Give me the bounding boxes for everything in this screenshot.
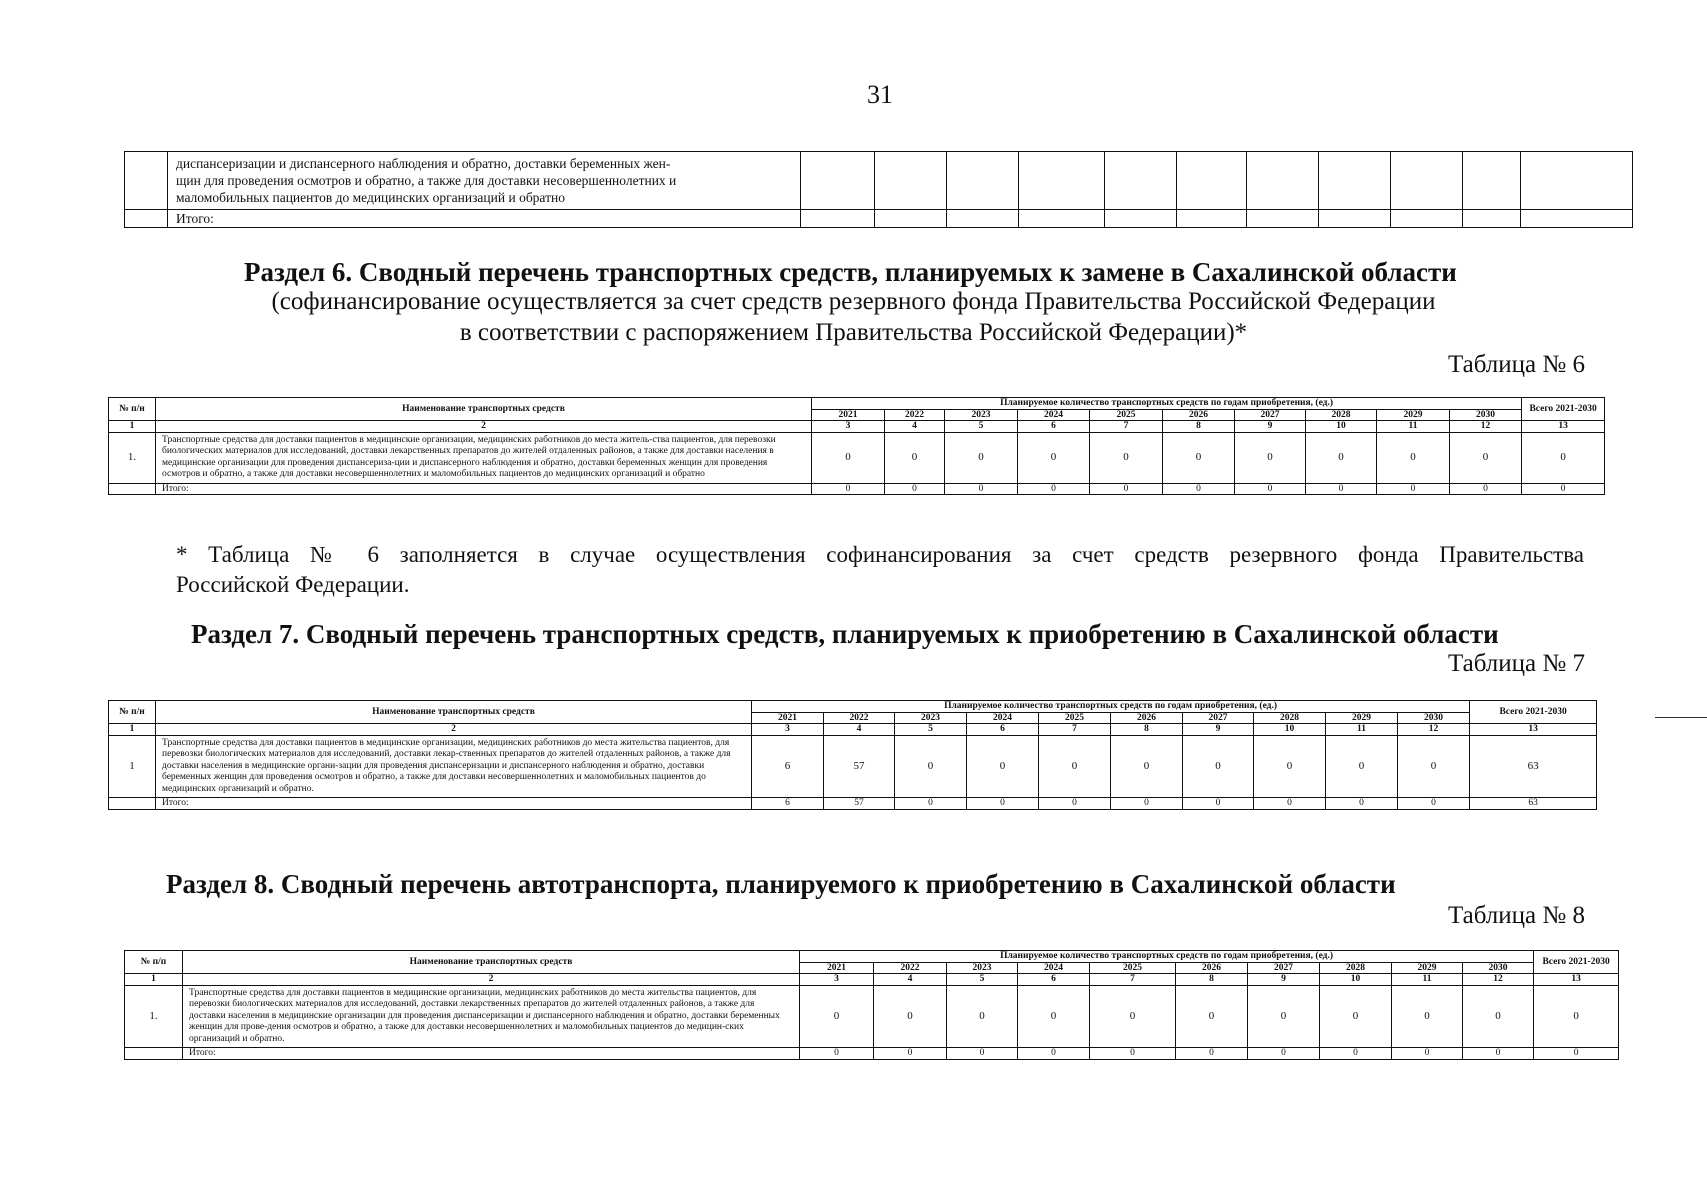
value-cell: 57: [824, 735, 895, 798]
value-cell: 0: [1111, 735, 1183, 798]
total-cell: 0: [1254, 798, 1326, 810]
value-cell: 0: [947, 985, 1018, 1048]
col-num-header: № п/н: [109, 398, 156, 421]
year-header: 2024: [967, 712, 1039, 724]
col-planned-header: Планируемое количество транспортных средств по годам приобретения, (ед.): [812, 398, 1522, 410]
total-label: Итого:: [156, 798, 752, 810]
year-header: 2029: [1392, 962, 1463, 974]
col-number: 7: [1039, 724, 1111, 736]
total-cell: 0: [1248, 1048, 1320, 1060]
col-number: 10: [1320, 974, 1392, 986]
row-number: 1.: [125, 985, 183, 1048]
col-number: 5: [945, 421, 1018, 433]
col-total-header: Всего 2021-2030: [1522, 398, 1605, 421]
total-cell: 0: [1463, 1048, 1534, 1060]
value-cell: 0: [1163, 432, 1235, 483]
total-cell: 0: [800, 1048, 874, 1060]
year-header: 2024: [1018, 409, 1090, 421]
col-number: 9: [1183, 724, 1254, 736]
total-cell: 0: [812, 483, 885, 495]
year-header: 2027: [1248, 962, 1320, 974]
total-cell: 0: [1183, 798, 1254, 810]
total-cell: 0: [885, 483, 945, 495]
table8-label: Таблица № 8: [1447, 902, 1585, 929]
total-cell: 0: [1018, 1048, 1090, 1060]
col-planned-header: Планируемое количество транспортных средств по годам приобретения, (ед.): [752, 701, 1470, 713]
table-row: [125, 985, 1619, 1048]
table-6: [108, 397, 1605, 495]
total-cell: 0: [1522, 483, 1605, 495]
total-cell: 0: [1450, 483, 1522, 495]
value-cell: 0: [1039, 735, 1111, 798]
total-label: Итого:: [183, 1048, 800, 1060]
footnote-line-2: Российской Федерации.: [176, 572, 410, 597]
value-cell: 0: [1183, 735, 1254, 798]
table-row: [109, 735, 1597, 798]
table6-label: Таблица № 6: [1447, 351, 1585, 378]
col-number: 5: [947, 974, 1018, 986]
total-cell: 0: [1163, 483, 1235, 495]
col-number: 2: [156, 724, 752, 736]
col-number: 2: [183, 974, 800, 986]
col-number: 3: [812, 421, 885, 433]
total-cell: 0: [1377, 483, 1450, 495]
col-number: 2: [156, 421, 812, 433]
year-header: 2028: [1306, 409, 1377, 421]
col-number: 7: [1090, 421, 1163, 433]
total-cell: 0: [1111, 798, 1183, 810]
col-number: 13: [1522, 421, 1605, 433]
col-number: 3: [800, 974, 874, 986]
year-header: 2029: [1377, 409, 1450, 421]
table-row: [125, 152, 1633, 210]
value-cell: 0: [1463, 985, 1534, 1048]
year-header: 2022: [824, 712, 895, 724]
col-number: 1: [109, 724, 156, 736]
desc-line: диспансеризации и диспансерного наблюдения и обратно, доставки беременных жен-: [176, 156, 671, 171]
total-cell: 0: [1176, 1048, 1248, 1060]
value-cell: 0: [1254, 735, 1326, 798]
year-header: 2025: [1090, 409, 1163, 421]
value-cell: 0: [1450, 432, 1522, 483]
total-cell: 0: [1306, 483, 1377, 495]
col-number: 1: [125, 974, 183, 986]
total-cell: 6: [752, 798, 824, 810]
value-cell: 6: [752, 735, 824, 798]
year-header: 2023: [895, 712, 967, 724]
total-cell: 57: [824, 798, 895, 810]
col-name-header: Наименование транспортных средств: [156, 398, 812, 421]
table7-label: Таблица № 7: [1447, 650, 1585, 677]
col-number: 12: [1450, 421, 1522, 433]
col-number: 9: [1248, 974, 1320, 986]
total-cell: 0: [945, 483, 1018, 495]
column-number-row: [125, 974, 1619, 986]
value-cell: 0: [1090, 985, 1176, 1048]
total-cell: 0: [1392, 1048, 1463, 1060]
value-cell: 0: [1018, 432, 1090, 483]
total-cell: 0: [947, 1048, 1018, 1060]
col-total-header: Всего 2021-2030: [1534, 951, 1619, 974]
section6-subtitle-2: в соответствии с распоряжением Правительства Российской Федерации)*: [459, 319, 1248, 346]
table-header-row: [109, 398, 1605, 410]
section8-title: Раздел 8. Сводный перечень автотранспорта, планируемого к приобретению в Сахалинской области: [166, 869, 1396, 899]
year-header: 2025: [1090, 962, 1176, 974]
value-cell: 0: [945, 432, 1018, 483]
value-cell: 0: [1398, 735, 1470, 798]
year-header: 2030: [1463, 962, 1534, 974]
year-header: 2030: [1450, 409, 1522, 421]
value-cell: 0: [967, 735, 1039, 798]
year-header: 2024: [1018, 962, 1090, 974]
year-header: 2026: [1163, 409, 1235, 421]
total-cell: 0: [1018, 483, 1090, 495]
section7-title: Раздел 7. Сводный перечень транспортных средств, планируемых к приобретению в Сахалинской области: [191, 619, 1499, 649]
total-cell: 0: [967, 798, 1039, 810]
value-cell: 0: [1176, 985, 1248, 1048]
vehicle-name: Транспортные средства для доставки пациентов в медицинские организации, медицинских работников до места жительства пациентов, для перевозки биологических материалов для исследований, доставки лекар-ственных препаратов до жителей отдаленных районов, а также для доставки населения в медицинские органи-зации для проведения диспансеризации и диспансерного наблюдения и обратно, доставки беременных женщин для проведения осмотров и обратно, а также для доставки несовершеннолетних и маломобильных пациентов до медицинских организаций и обратно.: [156, 735, 752, 798]
value-cell: 0: [1534, 985, 1619, 1048]
total-cell: 63: [1470, 798, 1597, 810]
col-number: 6: [1018, 974, 1090, 986]
vehicle-name: Транспортные средства для доставки пациентов в медицинские организации, медицинских работников до места жительства пациентов, для перевозки биологических материалов для исследований, доставки лекарственных препаратов до жителей отдаленных районов, а также для доставки населения в медицинские организации для проведения диспансеризации и диспансерного наблюдения и обратно, доставки беременных женщин для прове-дения осмотров и обратно, а также для доставки несовершеннолетних и маломобильных пациентов до медицин-ских организаций и обратно.: [183, 985, 800, 1048]
total-cell: 0: [874, 1048, 947, 1060]
col-number: 6: [967, 724, 1039, 736]
total-cell: 0: [1235, 483, 1306, 495]
total-cell: 0: [895, 798, 967, 810]
value-cell: 0: [1090, 432, 1163, 483]
value-cell: 0: [800, 985, 874, 1048]
desc-line: щин для проведения осмотров и обратно, а также для доставки несовершеннолетних и: [176, 173, 677, 188]
col-number: 1: [109, 421, 156, 433]
footnote-line-1: * Таблица № 6 заполняется в случае осуществления софинансирования за счет средств резервного фонда Правительства: [176, 542, 1584, 567]
table-row: [109, 432, 1605, 483]
section6-subtitle-1: (софинансирование осуществляется за счет средств резервного фонда Правительства Российской Федерации: [271, 288, 1436, 315]
divider: [1655, 717, 1707, 718]
year-header: 2029: [1326, 712, 1398, 724]
year-header: 2022: [874, 962, 947, 974]
year-header: 2027: [1183, 712, 1254, 724]
col-number: 8: [1163, 421, 1235, 433]
col-number: 11: [1326, 724, 1398, 736]
col-number: 12: [1463, 974, 1534, 986]
desc-line: маломобильных пациентов до медицинских организаций и обратно: [176, 190, 565, 205]
value-cell: 0: [885, 432, 945, 483]
year-header: 2021: [800, 962, 874, 974]
col-number: 13: [1534, 974, 1619, 986]
year-header: 2026: [1176, 962, 1248, 974]
col-num-header: № п/н: [109, 701, 156, 724]
year-header: 2028: [1320, 962, 1392, 974]
value-cell: 0: [1377, 432, 1450, 483]
total-row: [125, 1048, 1619, 1060]
year-header: 2025: [1039, 712, 1111, 724]
year-header: 2028: [1254, 712, 1326, 724]
row-number: 1.: [109, 432, 156, 483]
year-header: 2030: [1398, 712, 1470, 724]
continuation-table: [124, 151, 1633, 228]
year-header: 2023: [947, 962, 1018, 974]
value-cell: 63: [1470, 735, 1597, 798]
vehicle-name: Транспортные средства для доставки пациентов в медицинские организации, медицинских работников до места житель-ства пациентов, для перевозки биологических материалов для исследований, доставки лекарственных препаратов до жителей отдаленных районов, а также для доставки населения в медицинские организации для проведения диспансериза-ции и диспансерного наблюдения и обратно, доставки беременных женщин для проведения осмотров и обратно, а также для доставки несовершеннолетних и маломобильных пациентов до медицинских организаций и обратно: [156, 432, 812, 483]
col-number: 4: [824, 724, 895, 736]
year-header: 2021: [812, 409, 885, 421]
value-cell: 0: [1018, 985, 1090, 1048]
total-cell: 0: [1326, 798, 1398, 810]
col-number: 12: [1398, 724, 1470, 736]
col-number: 10: [1306, 421, 1377, 433]
col-number: 5: [895, 724, 967, 736]
total-cell: 0: [1320, 1048, 1392, 1060]
row-number: 1: [109, 735, 156, 798]
col-number: 8: [1111, 724, 1183, 736]
col-number: 3: [752, 724, 824, 736]
year-header: 2023: [945, 409, 1018, 421]
year-header: 2027: [1235, 409, 1306, 421]
col-number: 10: [1254, 724, 1326, 736]
col-number: 11: [1392, 974, 1463, 986]
value-cell: 0: [1392, 985, 1463, 1048]
col-num-header: № п/п: [125, 951, 183, 974]
col-number: 7: [1090, 974, 1176, 986]
total-cell: 0: [1398, 798, 1470, 810]
total-cell: 0: [1090, 1048, 1176, 1060]
value-cell: 0: [1522, 432, 1605, 483]
page-number: 31: [867, 80, 893, 109]
col-number: 11: [1377, 421, 1450, 433]
table-header-row: [109, 701, 1597, 713]
value-cell: 0: [874, 985, 947, 1048]
column-number-row: [109, 724, 1597, 736]
table-header-row: [125, 951, 1619, 963]
table-7: [108, 700, 1597, 810]
value-cell: 0: [1320, 985, 1392, 1048]
table-8: [124, 950, 1619, 1060]
col-total-header: Всего 2021-2030: [1470, 701, 1597, 724]
col-name-header: Наименование транспортных средств: [183, 951, 800, 974]
total-cell: 0: [1534, 1048, 1619, 1060]
col-number: 6: [1018, 421, 1090, 433]
value-cell: 0: [1235, 432, 1306, 483]
total-row: [109, 483, 1605, 495]
col-number: 9: [1235, 421, 1306, 433]
col-number: 4: [885, 421, 945, 433]
total-label: Итого:: [156, 483, 812, 495]
total-row: [109, 798, 1597, 810]
total-label: Итого:: [168, 210, 801, 228]
col-planned-header: Планируемое количество транспортных средств по годам приобретения, (ед.): [800, 951, 1534, 963]
value-cell: 0: [812, 432, 885, 483]
col-name-header: Наименование транспортных средств: [156, 701, 752, 724]
column-number-row: [109, 421, 1605, 433]
value-cell: 0: [895, 735, 967, 798]
value-cell: 0: [1248, 985, 1320, 1048]
col-number: 8: [1176, 974, 1248, 986]
section6-title: Раздел 6. Сводный перечень транспортных средств, планируемых к замене в Сахалинской области: [244, 257, 1457, 287]
year-header: 2021: [752, 712, 824, 724]
total-cell: 0: [1090, 483, 1163, 495]
value-cell: 0: [1306, 432, 1377, 483]
value-cell: 0: [1326, 735, 1398, 798]
total-cell: 0: [1039, 798, 1111, 810]
year-header: 2022: [885, 409, 945, 421]
table-row: [125, 210, 1633, 228]
continuation-description: [168, 152, 801, 210]
col-number: 13: [1470, 724, 1597, 736]
col-number: 4: [874, 974, 947, 986]
year-header: 2026: [1111, 712, 1183, 724]
